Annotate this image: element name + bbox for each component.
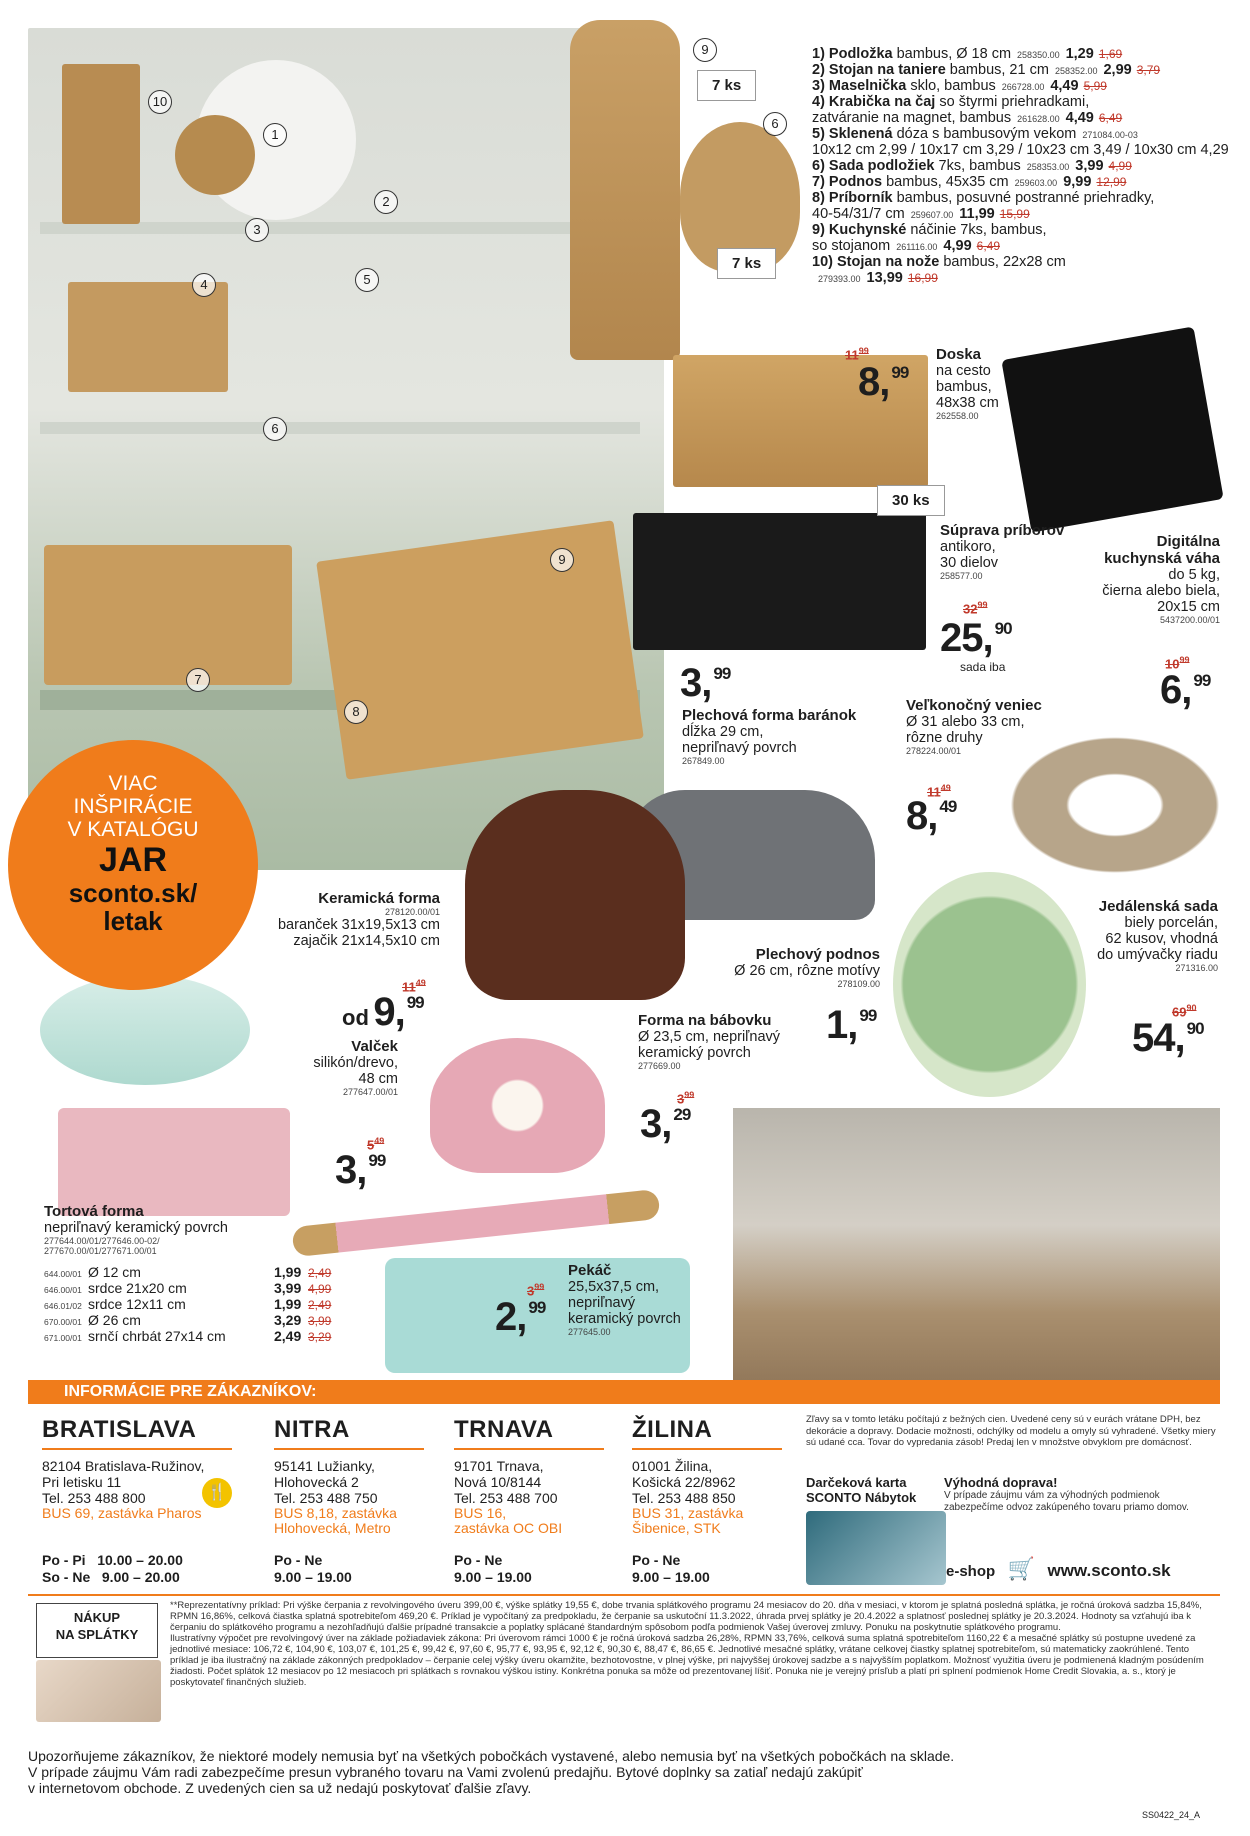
- store-address-line: Tel. 253 488 700: [454, 1490, 558, 1506]
- shelf-item-old-price: 12,99: [1096, 175, 1127, 189]
- product-dinner-set: [1030, 898, 1218, 973]
- cake-pan-code: 644.00/01: [44, 1269, 82, 1279]
- product-desc: keramický povrch: [638, 1045, 751, 1061]
- product-title: kuchynská váha: [1104, 550, 1220, 567]
- item-number-5: 5: [355, 268, 379, 292]
- product-desc: bambus,: [936, 379, 992, 395]
- shelf-item-old-price: 15,99: [999, 207, 1030, 221]
- cake-pan-old-price: 3,99: [308, 1314, 332, 1328]
- tea-box-photo: [68, 282, 228, 392]
- product-code: 277644.00/01/277646.00-02/: [44, 1236, 160, 1246]
- cake-pan-price: 1,99: [274, 1296, 302, 1312]
- old-price: $32^{99}$: [963, 600, 988, 617]
- product-title: Veľkonočný veniec: [906, 697, 1042, 714]
- bamboo-coaster-photo: [175, 115, 255, 195]
- product-desc: antikoro,: [940, 539, 996, 555]
- price: 3, $^{99}$: [335, 1148, 386, 1192]
- cake-pan-price: 2,49: [274, 1328, 302, 1344]
- shelf-item-row: [812, 110, 1237, 126]
- product-title: Valček: [351, 1038, 398, 1055]
- shelf-item-row: [812, 142, 1237, 158]
- product-desc: Ø 31 alebo 33 cm,: [906, 714, 1025, 730]
- old-price: $5^{49}$: [367, 1136, 385, 1153]
- price-note: sada iba: [960, 660, 1006, 674]
- store-name: BRATISLAVA: [42, 1416, 232, 1450]
- store-hours: Po - Ne: [632, 1552, 681, 1568]
- shelf-item-text: 4) Krabička na čaj so štyrmi priehradkami,: [812, 94, 1090, 110]
- item-number-7: 7: [186, 668, 210, 692]
- product-title: Keramická forma: [318, 890, 440, 907]
- cake-pan-price: 1,99: [274, 1264, 302, 1280]
- promo-line: V KATALÓGU: [67, 818, 199, 841]
- shelf-item-text: 3) Maselnička sklo, bambus: [812, 78, 996, 94]
- store-hours: 9.00 – 19.00: [632, 1569, 710, 1585]
- shelf-item-row: [812, 254, 1237, 270]
- product-easter-wreath: [906, 697, 1042, 756]
- product-rolling-pin: [300, 1038, 398, 1097]
- quantity-badge-7ks: 7 ks: [717, 248, 776, 279]
- product-code: 267849.00: [682, 756, 725, 766]
- product-desc: baranček 31x19,5x13 cm: [277, 917, 440, 933]
- cake-pan-price: 3,99: [274, 1280, 302, 1296]
- gift-card-title: SCONTO Nábytok: [806, 1490, 917, 1505]
- store-address-line: 91701 Trnava,: [454, 1458, 544, 1474]
- store-nitra: [274, 1416, 449, 1585]
- cake-pan-name: Ø 26 cm: [88, 1312, 141, 1328]
- cake-pan-code: 646.00/01: [44, 1285, 82, 1295]
- shelf-item-row: [812, 78, 1237, 94]
- shelf-item-row: [812, 206, 1237, 222]
- price: 54, $^{90}$: [1132, 1016, 1204, 1060]
- product-desc: nepriľnavý: [568, 1295, 636, 1311]
- page-code: SS0422_24_A: [1142, 1810, 1201, 1820]
- promo-line: VIAC: [108, 772, 158, 795]
- product-cake-pans: [44, 1203, 334, 1344]
- product-title: Plechová forma baránok: [682, 707, 857, 724]
- customer-info-title: INFORMÁCIE PRE ZÁKAZNÍKOV:: [64, 1383, 317, 1400]
- item-number-1: 1: [263, 123, 287, 147]
- cake-pan-name: srdce 21x20 cm: [88, 1280, 187, 1296]
- shelf-item-text: so stojanom: [812, 238, 891, 254]
- store-hours: 9.00 – 19.00: [454, 1569, 532, 1585]
- shelf-item-row: [812, 126, 1237, 142]
- cake-pan-old-price: 2,49: [308, 1298, 332, 1312]
- product-title: Jedálenská sada: [1098, 898, 1218, 915]
- cake-pan-row: [44, 1296, 334, 1312]
- shelf-item-row: [812, 270, 1237, 286]
- shelf-item-code: 261628.00: [1017, 114, 1060, 124]
- rolling-pin-photo: [291, 1189, 660, 1257]
- installment-label: NA SPLÁTKY: [55, 1627, 139, 1642]
- shelf-item-old-price: 6,49: [976, 239, 1000, 253]
- product-desc: čierna alebo biela,: [1102, 583, 1220, 599]
- shelf-item-text: 40-54/31/7 cm: [812, 206, 905, 222]
- bundt-pan-photo: [430, 1038, 605, 1173]
- store-address-line: Košická 22/8962: [632, 1474, 736, 1490]
- product-desc: do umývačky riadu: [1097, 947, 1218, 963]
- price: 25, $^{90}$: [940, 616, 1012, 660]
- shelf-item-code: 259607.00: [910, 210, 954, 220]
- old-price: $11^{99}$: [845, 346, 869, 363]
- cake-pan-name: srdce 12x11 cm: [88, 1296, 186, 1312]
- shelf-item-text: 8) Príborník bambus, posuvné postranné priehradky,: [812, 190, 1155, 206]
- item-number-8: 8: [344, 700, 368, 724]
- installment-text: Ilustratívny výpočet pre revolvingový úver na základe požiadaviek zákona: Pri úverovom rámci 1000 € je ročná úroková sadzba 26,28%, RPMN 33,76%, celková suma splatná spotrebiteľom 1160,22 € a mesačné splátky sú postupne uvedené za jednotlivé mesiace: 106,72 €, 104,90 €, 103,07 €, 101,25 €, 99,42 €, 97,60 €, 95,77 €, 93,95 €, 92,12 €, 90,30 €, 88,47 €, 86,65 €. Jednotlivé mesačné splátky, vrátane celkovej čiastky splatnej spotrebiteľom, sú matematicky zaokrúhlené. Tento príklad je iba ilustračný na základe zákonných predpokladov – čerpanie celej výšky úveru okamžite, bezhotovostne, v plnej výške, pri najvyššej úrokovej sadzbe a s najvyšším poplatkom. Možnosť využitia úveru je podmienená kladným posúdením žiadosti. Počet splátok 12 mesiacov po 12 mesiacoch pri splátkach s rovnakou výškou istiny. Konkrétna ponuka sa môže od prezentovanej líšiť. Ponuka nie je verejný prísľub a platí pri splnení podmienok Home Credit Slovakia, a. s., ktorý je poskytovateľ finančných služieb.: [170, 1633, 1204, 1688]
- shelf-item-old-price: 16,99: [907, 271, 938, 285]
- shelf-item-row: [812, 46, 1237, 62]
- cake-pan-row: [44, 1264, 334, 1280]
- delivery-block: [944, 1475, 1214, 1514]
- footer-notice: [28, 1748, 1178, 1796]
- cutlery-organizer-photo: [316, 520, 644, 780]
- shelf-item-text: 2) Stojan na taniere bambus, 21 cm: [812, 62, 1049, 78]
- shelf-item-old-price: 5,99: [1083, 79, 1107, 93]
- cake-pan-row: [44, 1280, 334, 1296]
- store-bus-line: Šibenice, STK: [632, 1520, 721, 1536]
- shelf-item-price: 13,99: [866, 270, 903, 286]
- store-address-line: Pri letisku 11: [42, 1474, 122, 1490]
- store-hours: Po - Ne: [274, 1552, 323, 1568]
- price: 1, $^{99}$: [826, 1003, 877, 1047]
- product-desc: keramický povrch: [568, 1311, 681, 1327]
- shelf-item-code: 258352.00: [1054, 66, 1098, 76]
- store-hours: Po - Pi 10.00 – 20.00: [42, 1552, 183, 1568]
- restaurant-icon: 🍴: [202, 1478, 232, 1508]
- shelf-item-row: [812, 190, 1237, 206]
- product-desc: 48x38 cm: [936, 395, 999, 411]
- shelf-item-text: 10x12 cm 2,99 / 10x17 cm 3,29 / 10x23 cm 3,49 / 10x30 cm 4,29: [812, 142, 1229, 158]
- store-bus-line: BUS 31, zastávka: [632, 1505, 744, 1521]
- shelf-item-row: [812, 174, 1237, 190]
- product-desc: Ø 26 cm, rôzne motívy: [734, 963, 880, 979]
- product-code: 258577.00: [940, 571, 983, 581]
- product-code: 271316.00: [1175, 963, 1218, 973]
- price: od 9, $^{99}$: [342, 990, 424, 1034]
- kitchen-scale-photo: [1001, 326, 1223, 532]
- store-bus-line: BUS 16,: [454, 1505, 507, 1521]
- installment-divider: [28, 1594, 1220, 1596]
- product-code: 277669.00: [638, 1061, 681, 1071]
- product-code: 262558.00: [936, 411, 979, 421]
- cake-pan-old-price: 3,29: [308, 1330, 332, 1344]
- store-address-line: Tel. 253 488 750: [274, 1490, 378, 1506]
- product-desc: zajačik 21x14,5x10 cm: [293, 933, 440, 949]
- cake-pan-old-price: 4,99: [308, 1282, 332, 1296]
- promo-jar: JAR: [98, 841, 168, 879]
- shelf-item-code: 279393.00: [818, 274, 861, 284]
- product-code: 278120.00/01: [384, 907, 440, 917]
- customer-info-bar: [28, 1380, 1220, 1404]
- installment-example: [170, 1600, 1215, 1688]
- shelf-item-old-price: 3,79: [1136, 63, 1161, 77]
- store-bus-line: BUS 8,18, zastávka: [274, 1505, 397, 1521]
- shelf-item-row: [812, 158, 1237, 174]
- item-number-9: 9: [550, 548, 574, 572]
- price: 3, $^{99}$: [680, 661, 731, 705]
- cake-pan-code: 670.00/01: [44, 1317, 82, 1327]
- product-title: Pekáč: [568, 1262, 612, 1279]
- shelf-item-code: 258353.00: [1026, 162, 1070, 172]
- product-code: 277647.00/01: [342, 1087, 398, 1097]
- installment-label: NÁKUP: [73, 1610, 121, 1625]
- footer-line: V prípade záujmu Vám radi zabezpečíme presun vybraného tovaru na Vami zvolenú predajňu. Bytové doplnky sa zatiaľ nedajú zakúpiť: [28, 1764, 863, 1780]
- old-price: $10^{99}$: [1165, 655, 1190, 672]
- shelf-item-price: 4,49: [1050, 78, 1079, 94]
- old-price: $11^{49}$: [402, 978, 426, 995]
- store-address-line: Tel. 253 488 800: [42, 1490, 146, 1506]
- shelf-item-row: [812, 94, 1237, 110]
- cake-pan-code: 671.00/01: [44, 1333, 82, 1343]
- cake-pan-price: 3,29: [274, 1312, 302, 1328]
- shelf-item-text: 9) Kuchynské náčinie 7ks, bambus,: [812, 222, 1047, 238]
- gift-card-photo: [806, 1511, 946, 1585]
- store-bus-line: BUS 69, zastávka Pharos: [42, 1505, 202, 1521]
- shelf-item-text: 7) Podnos bambus, 45x35 cm: [812, 174, 1009, 190]
- promo-line: INŠPIRÁCIE: [73, 795, 193, 818]
- store-address-line: 01001 Žilina,: [632, 1458, 713, 1474]
- springform-photo: [40, 975, 250, 1085]
- shelf-item-price: 1,29: [1065, 46, 1094, 62]
- product-tin-tray: [680, 946, 880, 989]
- promo-url: letak: [103, 906, 163, 936]
- shelf-item-price: 4,49: [1065, 110, 1094, 126]
- shelf-item-code: 266728.00: [1001, 82, 1045, 92]
- shelf-item-list: [812, 46, 1237, 286]
- family-photo: [36, 1660, 161, 1722]
- shelf-item-text: 10) Stojan na nože bambus, 22x28 cm: [812, 254, 1066, 270]
- shelf-item-old-price: 6,49: [1098, 111, 1123, 125]
- item-number-9b: 9: [693, 38, 717, 62]
- product-desc: do 5 kg,: [1168, 567, 1220, 583]
- cake-pan-name: srnčí chrbát 27x14 cm: [88, 1328, 226, 1344]
- product-desc: 30 dielov: [940, 555, 999, 571]
- bunny-mold-photo: [465, 790, 685, 1000]
- product-title: Digitálna: [1156, 533, 1220, 550]
- product-desc: 20x15 cm: [1157, 599, 1220, 615]
- shelf-item-text: 5) Sklenená dóza s bambusovým vekom: [812, 126, 1077, 142]
- store-bus-line: zastávka OC OBI: [454, 1520, 563, 1536]
- product-title: Súprava príborov: [940, 522, 1065, 539]
- item-number-6: 6: [263, 417, 287, 441]
- old-price: $3^{99}$: [677, 1090, 695, 1107]
- product-ceramic-mold: [250, 890, 440, 949]
- product-desc: nepriľnavý povrch: [682, 740, 797, 756]
- price: 2, $^{99}$: [495, 1295, 546, 1339]
- product-bundt-pan: [638, 1012, 780, 1071]
- product-desc: 62 kusov, vhodná: [1105, 931, 1218, 947]
- store-bratislava: [42, 1416, 217, 1585]
- shelf-item-code: 258350.00: [1017, 50, 1060, 60]
- cart-icon: 🛒: [1007, 1556, 1036, 1581]
- shelf-item-old-price: 1,69: [1098, 47, 1123, 61]
- shelf-item-text: zatváranie na magnet, bambus: [812, 110, 1012, 126]
- product-desc: rôzne druhy: [906, 730, 983, 746]
- product-code: 277645.00: [568, 1327, 611, 1337]
- store-address-line: Nová 10/8144: [454, 1474, 542, 1490]
- quantity-badge-30ks: 30 ks: [877, 485, 945, 516]
- cake-pan-name: Ø 12 cm: [88, 1264, 141, 1280]
- footer-line: Upozorňujeme zákazníkov, že niektoré modely nemusia byť na všetkých pobočkách vystavené, alebo nemusia byť na všetkých pobočkách na sklade.: [28, 1748, 955, 1764]
- product-desc: Ø 23,5 cm, nepriľnavý: [638, 1029, 781, 1045]
- store-address-line: 95141 Lužianky,: [274, 1458, 375, 1474]
- loaf-pan-photo: [58, 1108, 290, 1216]
- shelf-item-old-price: 4,99: [1108, 159, 1132, 173]
- promo-url: sconto.sk/: [68, 878, 198, 908]
- old-price: $3^{99}$: [527, 1282, 545, 1299]
- product-code: 278109.00: [837, 979, 880, 989]
- shelf-item-price: 2,99: [1103, 62, 1132, 78]
- item-number-6b: 6: [763, 112, 787, 136]
- store-name: TRNAVA: [454, 1416, 604, 1450]
- price: 8, $^{49}$: [906, 794, 957, 838]
- cake-pan-old-price: 2,49: [308, 1266, 332, 1280]
- product-desc: 48 cm: [358, 1071, 398, 1087]
- product-desc: nepriľnavý keramický povrch: [44, 1220, 228, 1236]
- product-desc: biely porcelán,: [1124, 915, 1218, 931]
- gift-card-title: Darčeková karta: [806, 1475, 907, 1490]
- product-desc: silikón/drevo,: [313, 1055, 398, 1071]
- store-hours: So - Ne 9.00 – 20.00: [42, 1569, 180, 1585]
- shelf-item-row: [812, 62, 1237, 78]
- item-number-2: 2: [374, 190, 398, 214]
- product-desc: dĺžka 29 cm,: [682, 724, 764, 740]
- shelf-item-code: 259603.00: [1014, 178, 1058, 188]
- product-lamb-mold: [682, 707, 856, 766]
- delivery-title: Výhodná doprava!: [944, 1475, 1058, 1490]
- product-desc: na cesto: [936, 363, 991, 379]
- store-bus-line: Hlohovecká, Metro: [274, 1520, 391, 1536]
- store-name: ŽILINA: [632, 1416, 782, 1450]
- store-žilina: [632, 1416, 807, 1585]
- item-number-4: 4: [192, 273, 216, 297]
- store-name: NITRA: [274, 1416, 424, 1450]
- cutlery-set-photo: [633, 513, 926, 650]
- dinner-set-photo: [733, 1108, 1220, 1401]
- installment-box[interactable]: [36, 1603, 158, 1658]
- product-desc: 25,5x37,5 cm,: [568, 1279, 660, 1295]
- product-title: Tortová forma: [44, 1203, 144, 1220]
- product-title: Plechový podnos: [755, 946, 880, 963]
- installment-text: **Reprezentatívny príklad: Pri výške čerpania z revolvingového úveru 399,00 €, výške splátky 19,55 €, dobe trvania splátkového programu 24 mesiacov do 20. dňa v mesiaci, v ktorom je splatná posledná splátka, je ročná úroková sadzba 15,84%, RPMN 16,86%, celková čiastka splatná spotrebiteľom 469,20 €. Príklad je vypočítaný za predpokladu, že čerpanie sa uskutoční 11.3.2022, úhrada prvej splátky je 20.4.2022 a splatnosť poslednej splátky je 20.3.2024. Hodnoty sa vzťahujú iba k čerpaniu do splátkového programu a nezohľadňujú ďalšie prípadné transakcie a poplatky splácané štandardným spôsobom podľa podmienok Vašej úverovej zmluvy. Ponuku na poskytnutie splátkového programu.: [170, 1600, 1202, 1633]
- footer-line: v internetovom obchode. Z uvedených cien sa už nedajú poskytovať ďalšie zľavy.: [28, 1780, 532, 1796]
- price: 6, $^{99}$: [1160, 668, 1211, 712]
- shelf-item-price: 4,99: [943, 238, 972, 254]
- shelf-item-row: [812, 238, 1237, 254]
- shelf-item-code: 261116.00: [896, 242, 938, 252]
- old-price: $11^{49}$: [927, 783, 951, 800]
- product-kitchen-scale: [1050, 533, 1220, 625]
- product-code: 277670.00/01/277671.00/01: [44, 1246, 157, 1256]
- quantity-badge-7ks: 7 ks: [697, 70, 756, 101]
- price: 3, $^{29}$: [640, 1102, 691, 1146]
- eshop-url[interactable]: www.sconto.sk: [1047, 1561, 1171, 1580]
- bamboo-tray-photo: [44, 545, 292, 685]
- cake-pan-row: [44, 1312, 334, 1328]
- utensils-photo: [570, 20, 680, 360]
- shelf-item-text: 6) Sada podložiek 7ks, bambus: [812, 158, 1021, 174]
- eshop-label: e-shop: [946, 1563, 996, 1580]
- catalog-promo-circle[interactable]: [8, 740, 258, 990]
- product-cutting-board: [936, 346, 999, 421]
- shelf-item-price: 11,99: [959, 206, 995, 222]
- shelf-item-price: 3,99: [1075, 158, 1104, 174]
- product-code: 278224.00/01: [906, 746, 962, 756]
- shelf-item-text: 1) Podložka bambus, Ø 18 cm: [812, 46, 1012, 62]
- eshop-link[interactable]: [946, 1556, 1171, 1582]
- store-hours: 9.00 – 19.00: [274, 1569, 352, 1585]
- product-title: Doska: [936, 346, 982, 363]
- disclaimer-text: Zľavy sa v tomto letáku počítajú z bežných cien. Uvedené ceny sú v eurách vrátane DPH, bez dekorácie a dopravy. Dodacie možnosti, odchýlky od modelu a omyly sú vyhradené. Všetky miery sú udané cca. Tovar do vypredania zásob! Predaj len v množstve obvyklom pre domácnosť.: [806, 1414, 1216, 1448]
- store-address-line: 82104 Bratislava-Ružinov,: [42, 1458, 205, 1474]
- old-price: $69^{90}$: [1172, 1003, 1197, 1020]
- product-title: Forma na bábovku: [638, 1012, 772, 1029]
- store-address-line: Tel. 253 488 850: [632, 1490, 736, 1506]
- shelf-item-price: 9,99: [1063, 174, 1092, 190]
- store-address-line: Hlohovecká 2: [274, 1474, 359, 1490]
- cake-pan-row: [44, 1328, 334, 1344]
- product-cutlery-set: [940, 522, 1064, 581]
- product-code: 5437200.00/01: [1159, 615, 1220, 625]
- item-number-3: 3: [245, 218, 269, 242]
- delivery-text: V prípade záujmu vám za výhodných podmienok zabezpečíme odvoz zakúpeného tovaru priamo domov.: [944, 1490, 1189, 1513]
- store-trnava: [454, 1416, 629, 1585]
- shelf-item-code: 271084.00-03: [1082, 130, 1138, 140]
- shelf-board: [40, 422, 640, 434]
- store-hours: Po - Ne: [454, 1552, 503, 1568]
- cake-pan-code: 646.01/02: [44, 1301, 82, 1311]
- product-roasting-pan: [568, 1262, 681, 1337]
- price: 8, $^{99}$: [858, 360, 909, 404]
- item-number-10: 10: [148, 90, 172, 114]
- knife-stand-photo: [62, 64, 140, 224]
- shelf-item-row: [812, 222, 1237, 238]
